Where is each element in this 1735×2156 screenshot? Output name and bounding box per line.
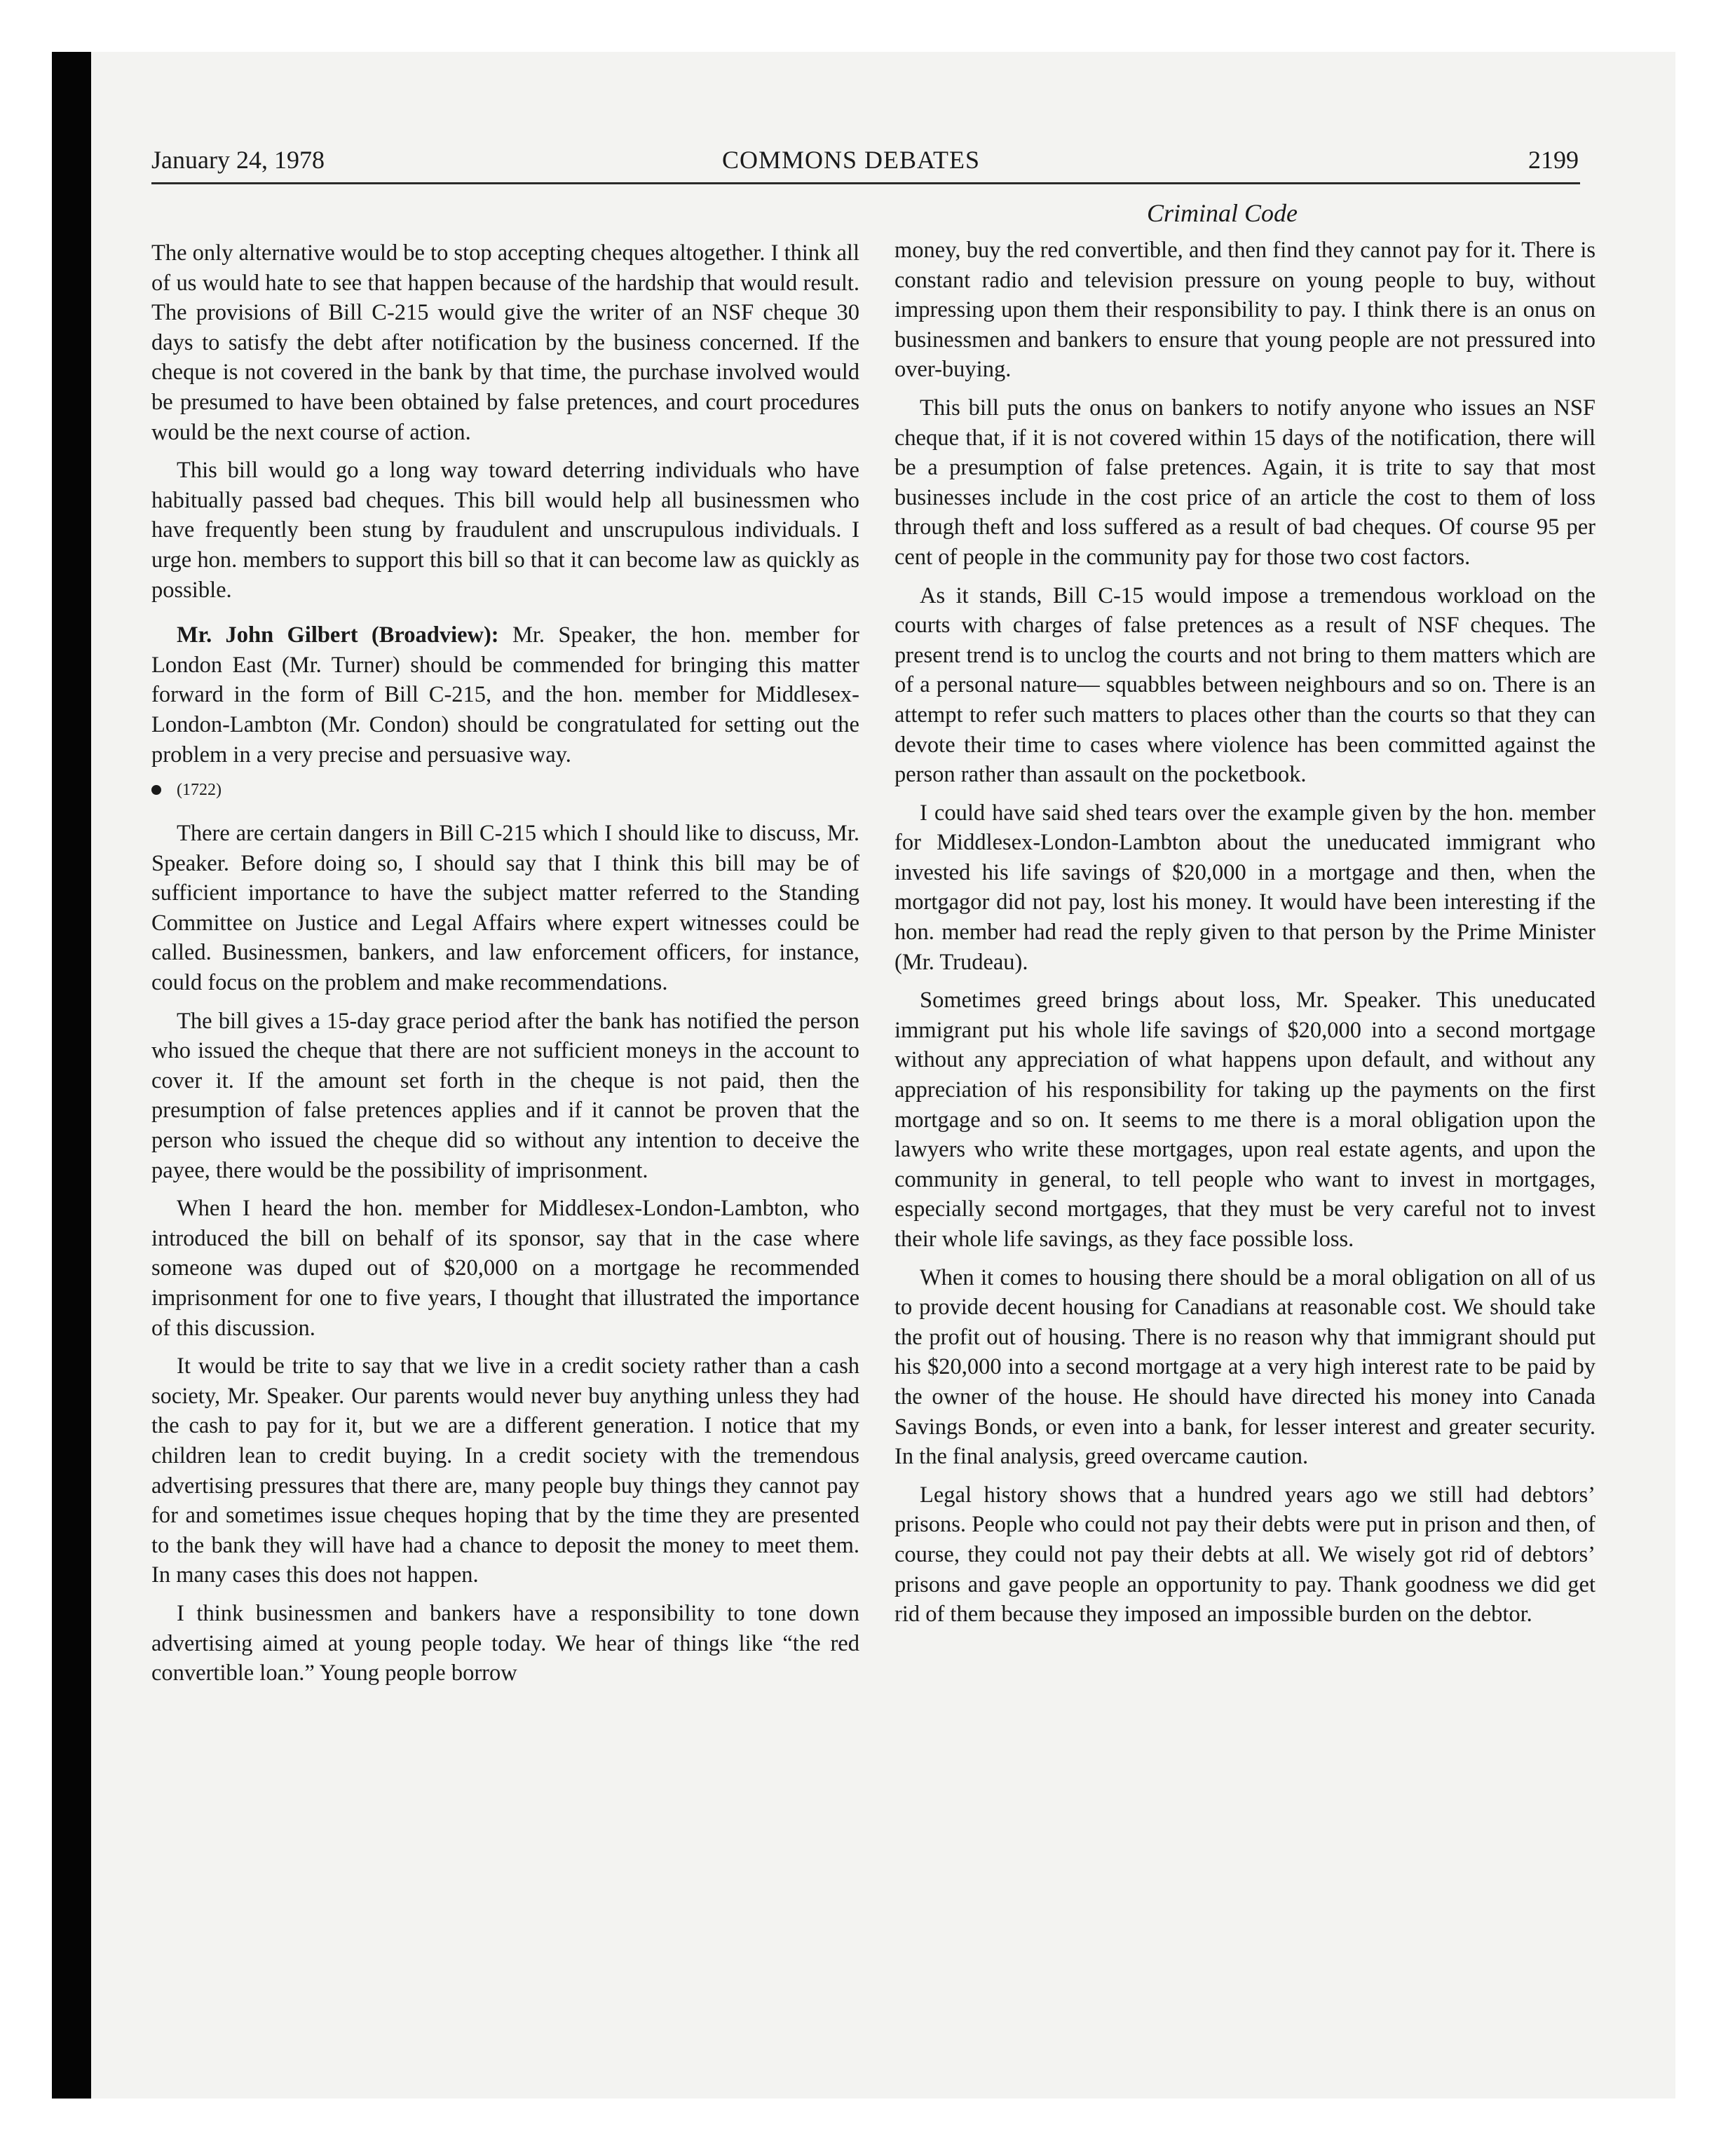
speaker-paragraph <box>151 620 859 770</box>
left-column <box>151 238 859 1697</box>
time-marker-text: (1722) <box>177 781 222 800</box>
paragraph: I think businessmen and bankers have a responsibility to tone down advertising aimed at young people today. We hear of things like “the red convertible loan.” Young people borrow <box>151 1600 859 1686</box>
paragraph: The only alternative would be to stop accepting cheques altogether. I think all of us would hate to see that happen because of the hardship that would result. The provisions of Bill C-215 would give the writer of an NSF cheque 30 days to satisfy the debt after notification by the business concerned. If the cheque is not covered in the bank by that time, the purchase involved would be presumed to have been obtained by false pretences, and court procedures would be the next course of action. <box>151 240 859 445</box>
speaker-name: Mr. John Gilbert (Broadview): <box>177 622 499 648</box>
paragraph: Legal history shows that a hundred years ago we still had debtors’ prisons. People who could not pay their debts were put in prison and then, of course, they could not pay their debts at all. We wisely got rid of debtors’ prisons and gave people an opportunity to pay. Thank goodness we did get rid of them because they imposed an impossible burden on the debtor. <box>894 1482 1595 1628</box>
paragraph: Sometimes greed brings about loss, Mr. Speaker. This uneducated immigrant put his whole life savings of $20,000 into a second mortgage without any appreciation of what happens upon default, and without any appreciation of his responsibility for taking up the payments on the first mortgage and so on. It seems to me there is a moral obligation upon the lawyers who write these mortgages, upon real estate agents, and upon the community in general, to tell people who want to invest in mortgages, especially second mortgages, that they must be very careful not to invest their whole life savings, as they face possible loss. <box>894 988 1595 1252</box>
section-label: Criminal Code <box>1147 199 1298 227</box>
paragraph: When I heard the hon. member for Middlesex-London-Lambton, who introduced the bill on behalf of its sponsor, say that in the case where someone was duped out of $20,000 on a mortgage he recommended imprisonment for one to five years, I thought that illustrated the importance of this discussion. <box>151 1196 859 1341</box>
right-column <box>894 236 1595 1638</box>
header-rule <box>151 182 1580 184</box>
time-marker <box>151 779 859 800</box>
paragraph: As it stands, Bill C-15 would impose a tremendous workload on the courts with charges of false pretences as a result of NSF cheques. The present trend is to unclog the courts and not bring to them matters which are of a personal nature— squabbles between neighbours and so on. There is an attempt to refer such matters to places other than the courts so that they can devote their time to cases where violence has been committed against the person rather than assault on the pocketbook. <box>894 582 1595 788</box>
paragraph: I could have said shed tears over the example given by the hon. member for Middlesex-London-Lambton about the uneducated immigrant who invested his life savings of $20,000 in a mortgage and then, when the mortgagor did not pay, lost his money. It would have been interesting if the hon. member had read the reply given to that person by the Prime Minister (Mr. Trudeau). <box>894 800 1595 975</box>
paragraph: It would be trite to say that we live in a credit society rather than a cash society, Mr. Speaker. Our parents would never buy anything unless they had the cash to pay for it, but we are a different generation. I notice that my children lean to credit buying. In a credit society with the tremendous advertising pressures that there are, many people buy things they cannot pay for and sometimes issue cheques hoping that by the time they are presented to the bank they will have had a chance to deposit the money to meet them. In many cases this does not happen. <box>151 1353 859 1588</box>
bullet-icon <box>151 785 161 795</box>
paragraph: The bill gives a 15-day grace period after the bank has notified the person who issued the cheque that there are not sufficient moneys in the account to cover it. If the amount set forth in the cheque is not paid, then the presumption of false pretences applies and if it cannot be proven that the person who issued the cheque did so without any intention to deceive the payee, there would be the possibility of imprisonment. <box>151 1008 859 1183</box>
paragraph: This bill puts the onus on bankers to notify anyone who issues an NSF cheque that, if it is not covered within 15 days of the notification, there will be a presumption of false pretences. Again, it is trite to say that most businesses include in the cost price of an article the cost to them of loss through theft and loss suffered as a result of bad cheques. Of course 95 per cent of people in the community pay for those two cost factors. <box>894 395 1595 570</box>
paragraph: There are certain dangers in Bill C-215 which I should like to discuss, Mr. Speaker. Before doing so, I should say that I think this bill may be of sufficient importance to have the subject matter referred to the Standing Committee on Justice and Legal Affairs where expert witnesses could be called. Businessmen, bankers, and law enforcement officers, for instance, could focus on the problem and make recommendations. <box>151 821 859 996</box>
header-publication-title: COMMONS DEBATES <box>722 146 981 174</box>
paragraph: When it comes to housing there should be a moral obligation on all of us to provide decent housing for Canadians at reasonable cost. We should take the profit out of housing. There is no reason why that immigrant should put his $20,000 into a second mortgage at a very high interest rate to be paid by the owner of the house. He should have directed his money into Canada Savings Bonds, or even into a bank, for lesser interest and greater security. In the final analysis, greed overcame caution. <box>894 1264 1595 1470</box>
scan-edge-shadow <box>52 52 91 2099</box>
paragraph-text: Mr. Speaker, the hon. member for London East (Mr. Turner) should be commended for bringing this matter forward in the form of Bill C-215, and the hon. member for Middlesex-London-Lambton (Mr. Condon) should be congratulated for setting out the problem in a very precise and persuasive way. <box>151 622 859 767</box>
header-date: January 24, 1978 <box>151 146 325 174</box>
header-page-number: 2199 <box>1528 146 1579 174</box>
paragraph: This bill would go a long way toward deterring individuals who have habitually passed bad cheques. This bill would help all businessmen who have frequently been stung by fraudulent and unscrupulous individuals. I urge hon. members to support this bill so that it can become law as quickly as possible. <box>151 458 859 603</box>
paragraph: money, buy the red convertible, and then find they cannot pay for it. There is constant radio and television pressure on young people to buy, without impressing upon them their responsibility to pay. I think there is an onus on businessmen and bankers to ensure that young people are not pressured into over-buying. <box>894 238 1595 383</box>
